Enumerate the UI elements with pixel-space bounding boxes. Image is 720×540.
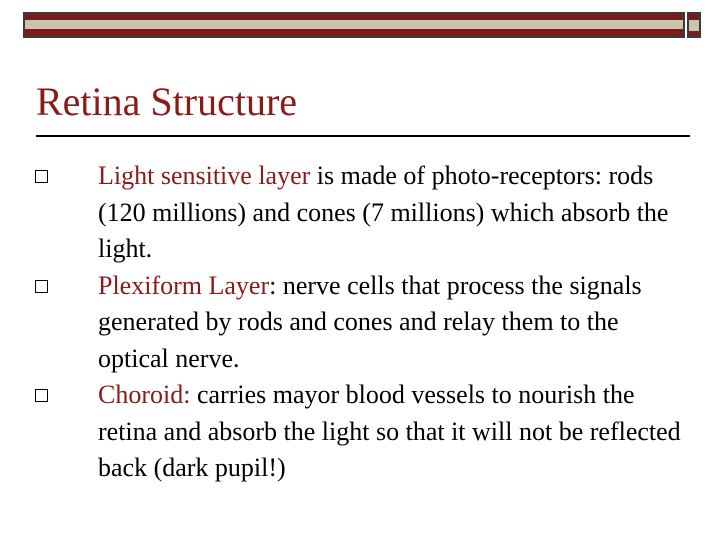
header-decor-bar [23,12,685,38]
bullet-term: Plexiform Layer [98,270,270,300]
bullet-list [30,158,690,487]
square-bullet-icon [35,389,48,402]
title-underline [36,135,690,137]
square-bullet-icon [35,280,48,293]
bullet-term: Choroid: [98,380,191,409]
header-decor-square [687,12,701,38]
square-bullet-icon [35,170,48,183]
bullet-item [30,268,690,378]
bullet-term: Light sensitive layer [98,161,311,190]
bullet-item [30,377,690,487]
bullet-text: carries mayor blood vessels to nourish the retina and absorb the light so that it will not be reflected back (dark pupil!) [98,380,681,482]
bullet-text: : nerve cells that process the signals generated by rods and cones and relay them to the optical nerve. [98,270,642,373]
bullet-item [30,158,690,268]
header-decor-stripe [25,29,683,36]
slide-title: Retina Structure [36,79,298,124]
bullet-text: is made of photo-receptors: rods (120 millions) and cones (7 millions) which absorb the light. [98,161,669,263]
